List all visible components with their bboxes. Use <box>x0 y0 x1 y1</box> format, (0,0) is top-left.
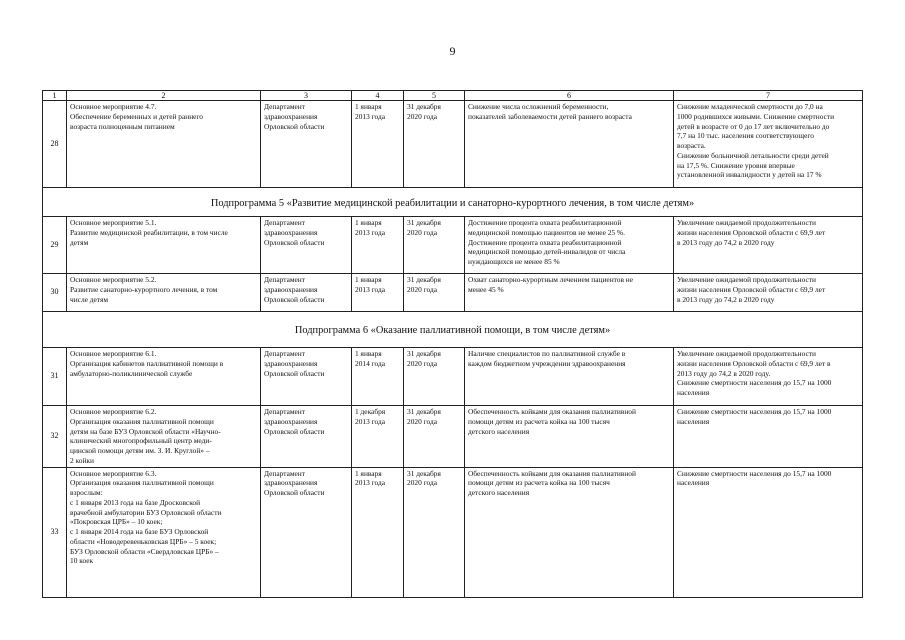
text-line: Департамент <box>264 349 305 358</box>
column-number: 2 <box>67 91 261 101</box>
executor-cell <box>261 467 352 597</box>
text-line: показателей заболеваемости детей раннего возраста <box>468 111 632 121</box>
text-line: 2020 года <box>407 358 437 368</box>
measure-cell <box>67 217 261 274</box>
text-line: Снижение числа осложнений беременности, <box>468 102 609 111</box>
table-row <box>43 467 863 597</box>
row-number: 31 <box>43 348 67 406</box>
text-line: 1 января <box>355 218 382 227</box>
text-line: помощи детям из расчета койка на 100 тысяч <box>468 478 610 488</box>
text-line: Департамент <box>264 275 305 284</box>
subprogram-row <box>43 188 863 217</box>
executor-cell <box>261 217 352 274</box>
text-line: 1 января <box>355 102 382 111</box>
text-line: 31 декабря <box>407 349 441 358</box>
text-line: Департамент <box>264 468 305 478</box>
executor-cell <box>261 348 352 406</box>
text-line: Орловской области <box>264 294 325 304</box>
table-row <box>43 217 863 274</box>
text-line: Достижение процента охвата реабилитационной <box>468 218 622 227</box>
text-line: 7,7 на 10 тыс. населения соответствующего <box>677 131 814 141</box>
text-line: Орловской области <box>264 237 325 247</box>
text-line: Снижение смертности населения до 15,7 на 1000 <box>677 407 832 416</box>
text-line: 2020 года <box>407 416 437 426</box>
text-line: числе детям <box>70 294 109 304</box>
text-line: Охват санаторно-курортным лечением пациентов не <box>468 275 634 284</box>
text-line: области «Новодеревеньковская ЦРБ» – 5 коек; <box>70 536 217 546</box>
text-line: Основное мероприятие 6.2. <box>70 407 157 416</box>
executor-cell <box>261 101 352 188</box>
column-number: 5 <box>404 91 465 101</box>
text-line: медицинской помощью детей-инвалидов от числа <box>468 247 626 257</box>
text-line: 1 декабря <box>355 407 386 416</box>
row-number: 32 <box>43 406 67 468</box>
text-line: врачебной амбулатории БУЗ Орловской области <box>70 507 222 517</box>
text-line: 2013 года <box>355 478 385 488</box>
expected-result-cell <box>465 348 674 406</box>
column-number-row <box>43 91 863 101</box>
text-line: 2013 году до 74,2 в 2020 году. <box>677 368 771 378</box>
text-line: населения <box>677 478 710 488</box>
text-line: 2013 года <box>355 284 385 294</box>
text-line: здравоохранения <box>264 416 318 426</box>
text-line: жизни населения Орловской области с 69,9 лет <box>677 284 826 294</box>
table-row <box>43 101 863 188</box>
expected-result-cell <box>465 101 674 188</box>
text-line: 1 января <box>355 349 382 358</box>
text-line: населения <box>677 388 710 398</box>
subprogram-row <box>43 312 863 348</box>
text-line: «Покровская ЦРБ» – 10 коек; <box>70 517 163 527</box>
text-line: 1000 родившихся живыми. Снижение смертности <box>677 111 835 121</box>
row-number: 29 <box>43 217 67 274</box>
text-line: Обеспеченность койками для оказания паллиативной <box>468 468 636 478</box>
text-line: амбулаторно-поликлинической службе <box>70 368 193 378</box>
text-line: на 17,5 %. Снижение уровня впервые <box>677 160 795 170</box>
text-line: Орловской области <box>264 488 325 498</box>
text-line: нуждающихся не менее 85 % <box>468 257 560 267</box>
text-line: детского населения <box>468 488 530 498</box>
text-line: Увеличение ожидаемой продолжительности <box>677 218 816 227</box>
page-number: 9 <box>449 44 456 58</box>
text-line: Орловской области <box>264 426 325 436</box>
text-line: населения <box>677 416 710 426</box>
text-line: с 1 января 2014 года на базе БУЗ Орловской <box>70 527 209 537</box>
row-number: 33 <box>43 467 67 597</box>
table-row <box>43 274 863 312</box>
executor-cell <box>261 406 352 468</box>
row-number: 30 <box>43 274 67 312</box>
text-line: Департамент <box>264 407 305 416</box>
column-number: 3 <box>261 91 352 101</box>
text-line: 31 декабря <box>407 407 441 416</box>
text-line: 2020 года <box>407 111 437 121</box>
text-line: БУЗ Орловской области «Свердловская ЦРБ» – <box>70 546 219 556</box>
indicator-impact-cell <box>674 274 863 312</box>
text-line: возраста полноценным питанием <box>70 121 175 131</box>
text-line: детей в возрасте от 0 до 17 лет включительно до <box>677 121 830 131</box>
text-line: жизни населения Орловской области с 69,9 лет в <box>677 358 831 368</box>
measure-cell <box>67 348 261 406</box>
end-date-cell <box>404 217 465 274</box>
subprogram-title: Подпрограмма 6 «Оказание паллиативной помощи, в том числе детям» <box>43 312 863 348</box>
text-line: 31 декабря <box>407 102 441 111</box>
text-line: каждом бюджетном учреждении здравоохранения <box>468 358 626 368</box>
table-row <box>43 406 863 468</box>
text-line: Снижение больничной летальности среди детей <box>677 150 829 160</box>
text-line: Основное мероприятие 5.2. <box>70 275 157 284</box>
text-line: 31 декабря <box>407 468 441 478</box>
text-line: Снижение младенческой смертности до 7,0 на <box>677 102 823 111</box>
expected-result-cell <box>465 274 674 312</box>
text-line: 2020 года <box>407 478 437 488</box>
end-date-cell <box>404 348 465 406</box>
column-number: 1 <box>43 91 67 101</box>
indicator-impact-cell <box>674 406 863 468</box>
text-line: здравоохранения <box>264 284 318 294</box>
text-line: здравоохранения <box>264 227 318 237</box>
indicator-impact-cell <box>674 348 863 406</box>
text-line: возраста. <box>677 141 706 151</box>
expected-result-cell <box>465 217 674 274</box>
end-date-cell <box>404 406 465 468</box>
end-date-cell <box>404 101 465 188</box>
text-line: детского населения <box>468 426 530 436</box>
text-line: Наличие специалистов по паллиативной службе в <box>468 349 626 358</box>
text-line: Организация оказания паллиативной помощи <box>70 416 214 426</box>
table-body <box>43 91 863 598</box>
text-line: Снижение смертности населения до 15,7 на 1000 <box>677 378 832 388</box>
text-line: здравоохранения <box>264 478 318 488</box>
text-line: установленной инвалидности у детей на 17 % <box>677 170 822 180</box>
text-line: Основное мероприятие 5.1. <box>70 218 157 227</box>
text-line: 31 декабря <box>407 218 441 227</box>
text-line: менее 45 % <box>468 284 504 294</box>
text-line: 2020 года <box>407 227 437 237</box>
text-line: в 2013 году до 74,2 в 2020 году <box>677 294 775 304</box>
indicator-impact-cell <box>674 101 863 188</box>
text-line: Организация кабинетов паллиативной помощи в <box>70 358 224 368</box>
text-line: Снижение смертности населения до 15,7 на 1000 <box>677 468 832 478</box>
text-line: Увеличение ожидаемой продолжительности <box>677 349 816 358</box>
indicator-impact-cell <box>674 467 863 597</box>
measure-cell <box>67 467 261 597</box>
indicator-impact-cell <box>674 217 863 274</box>
text-line: Обеспечение беременных и детей раннего <box>70 111 203 121</box>
text-line: 31 декабря <box>407 275 441 284</box>
text-line: 2014 года <box>355 358 385 368</box>
subprogram-title: Подпрограмма 5 «Развитие медицинской реабилитации и санаторно-курортного лечения, в том числе детям» <box>43 188 863 217</box>
text-line: медицинской помощью пациентов не менее 25 %. <box>468 227 625 237</box>
text-line: здравоохранения <box>264 358 318 368</box>
text-line: 10 коек <box>70 556 94 566</box>
start-date-cell <box>352 217 404 274</box>
measures-table <box>42 90 863 598</box>
column-number: 4 <box>352 91 404 101</box>
text-line: Основное мероприятие 4.7. <box>70 102 157 111</box>
text-line: цинской помощи детям им. З. И. Круглой» – <box>70 446 210 456</box>
column-number: 7 <box>674 91 863 101</box>
text-line: 2 койки <box>70 455 94 465</box>
executor-cell <box>261 274 352 312</box>
text-line: 2013 года <box>355 227 385 237</box>
text-line: Развитие санаторно-курортного лечения, в том <box>70 284 218 294</box>
measure-cell <box>67 406 261 468</box>
text-line: взрослым: <box>70 488 103 498</box>
text-line: 1 января <box>355 468 382 478</box>
text-line: жизни населения Орловской области с 69,9 лет <box>677 227 826 237</box>
table-row <box>43 348 863 406</box>
text-line: здравоохранения <box>264 111 318 121</box>
text-line: Достижение процента охвата реабилитационной <box>468 237 622 247</box>
row-number: 28 <box>43 101 67 188</box>
text-line: детям <box>70 237 89 247</box>
text-line: Орловской области <box>264 121 325 131</box>
text-line: клинический многопрофильный центр меди- <box>70 436 212 446</box>
measure-cell <box>67 274 261 312</box>
text-line: детям на базе БУЗ Орловской области «Научно- <box>70 426 221 436</box>
end-date-cell <box>404 274 465 312</box>
expected-result-cell <box>465 406 674 468</box>
start-date-cell <box>352 467 404 597</box>
text-line: Орловской области <box>264 368 325 378</box>
text-line: с 1 января 2013 года на базе Дросковской <box>70 497 201 507</box>
column-number: 6 <box>465 91 674 101</box>
text-line: Увеличение ожидаемой продолжительности <box>677 275 816 284</box>
text-line: 2013 года <box>355 416 385 426</box>
text-line: Обеспеченность койками для оказания паллиативной <box>468 407 636 416</box>
text-line: Департамент <box>264 218 305 227</box>
text-line: Организация оказания паллиативной помощи <box>70 478 214 488</box>
text-line: Развитие медицинской реабилитации, в том числе <box>70 227 228 237</box>
start-date-cell <box>352 274 404 312</box>
text-line: Основное мероприятие 6.3. <box>70 468 157 478</box>
measure-cell <box>67 101 261 188</box>
text-line: Основное мероприятие 6.1. <box>70 349 157 358</box>
start-date-cell <box>352 101 404 188</box>
text-line: 1 января <box>355 275 382 284</box>
text-line: 2020 года <box>407 284 437 294</box>
start-date-cell <box>352 348 404 406</box>
text-line: 2013 года <box>355 111 385 121</box>
start-date-cell <box>352 406 404 468</box>
expected-result-cell <box>465 467 674 597</box>
text-line: помощи детям из расчета койка на 100 тысяч <box>468 416 610 426</box>
end-date-cell <box>404 467 465 597</box>
text-line: в 2013 году до 74,2 в 2020 году <box>677 237 775 247</box>
text-line: Департамент <box>264 102 305 111</box>
